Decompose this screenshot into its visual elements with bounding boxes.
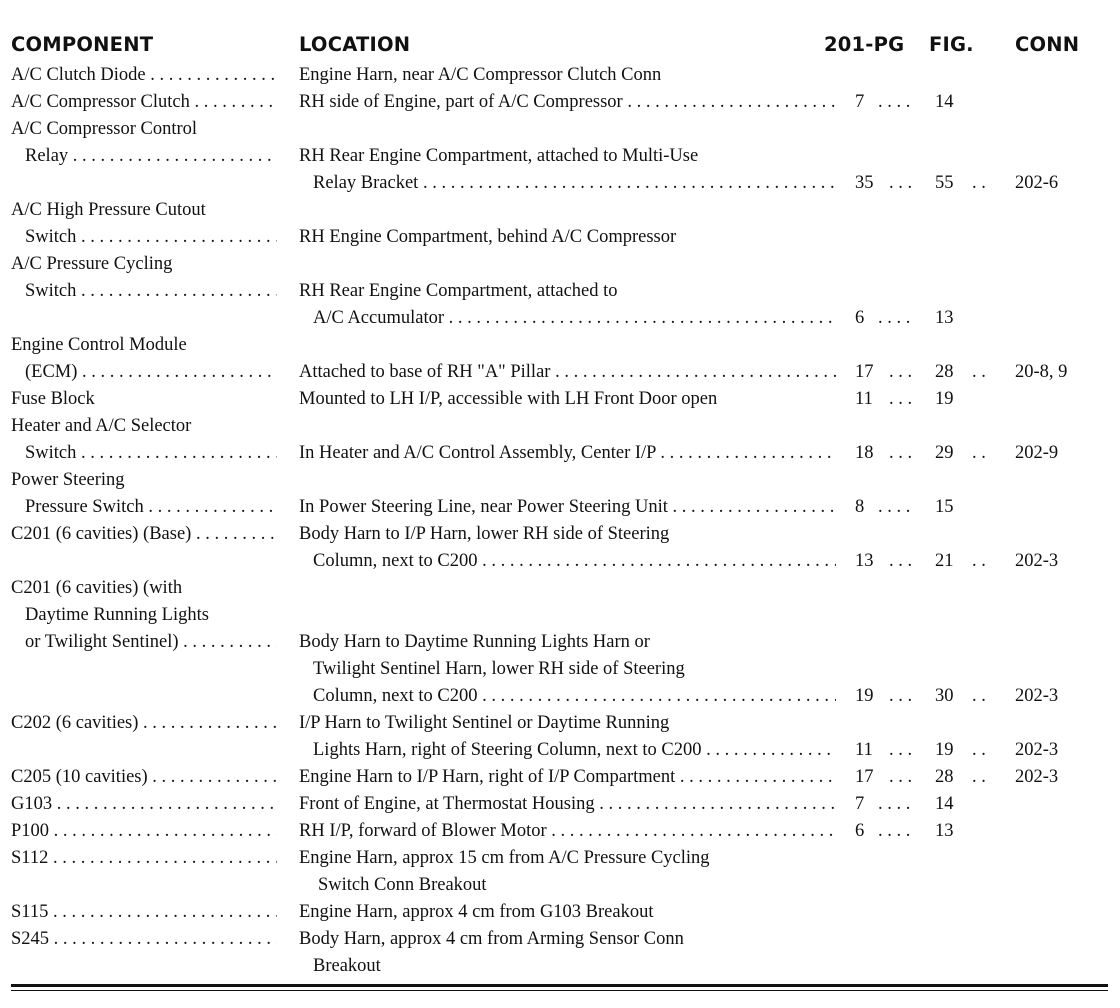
page-fig-leader: . . . <box>889 362 913 382</box>
page-ref: 7 <box>855 92 865 112</box>
page-ref: 11 <box>855 389 873 409</box>
location-text: RH Rear Engine Compartment, attached to Multi-Use <box>299 146 699 166</box>
bottom-rule-thin <box>11 990 1108 991</box>
conn-ref: 202-3 <box>1015 551 1059 571</box>
location-text: Body Harn to I/P Harn, lower RH side of Steering <box>299 524 670 544</box>
header-component: COMPONENT <box>11 33 154 56</box>
header-location: LOCATION <box>299 33 411 56</box>
fig-ref: 14 <box>935 92 954 112</box>
component-name: Switch . . . <box>25 440 277 467</box>
fig-ref: 19 <box>935 389 954 409</box>
fig-conn-leader: . . <box>972 686 986 706</box>
location-text: Column, next to C200 . . . <box>313 683 836 710</box>
location-text: Lights Harn, right of Steering Column, next to C200 . . . <box>313 737 836 764</box>
page-fig-leader: . . . . <box>878 308 911 328</box>
fig-conn-leader: . . <box>972 173 986 193</box>
location-text: In Heater and A/C Control Assembly, Center I/P . . . <box>299 440 836 467</box>
component-name: Daytime Running Lights <box>25 605 209 625</box>
header-page: 201-PG <box>824 33 905 56</box>
component-name: C205 (10 cavities) . . . <box>11 764 277 791</box>
location-text: Twilight Sentinel Harn, lower RH side of Steering <box>313 659 685 679</box>
page-ref: 11 <box>855 740 873 760</box>
component-name: A/C Compressor Clutch . . . <box>11 89 277 116</box>
fig-ref: 19 <box>935 740 954 760</box>
page-fig-leader: . . . . <box>878 821 911 841</box>
fig-conn-leader: . . <box>972 740 986 760</box>
page-fig-leader: . . . . <box>878 92 911 112</box>
bottom-rule <box>11 984 1108 987</box>
component-name: P100 . . . <box>11 818 277 845</box>
conn-ref: 202-9 <box>1015 443 1059 463</box>
page-ref: 17 <box>855 362 874 382</box>
component-name: Switch . . . <box>25 278 277 305</box>
component-name: Switch . . . <box>25 224 277 251</box>
location-text: Front of Engine, at Thermostat Housing . . . <box>299 791 836 818</box>
component-name: A/C High Pressure Cutout <box>11 200 206 220</box>
location-text: RH side of Engine, part of A/C Compressor . . . <box>299 89 836 116</box>
fig-conn-leader: . . <box>972 443 986 463</box>
component-name: S112 . . . <box>11 845 277 872</box>
location-text: Engine Harn, near A/C Compressor Clutch Conn <box>299 65 662 85</box>
location-text: Engine Harn, approx 15 cm from A/C Pressure Cycling <box>299 848 710 868</box>
location-text: In Power Steering Line, near Power Steering Unit . . . <box>299 494 836 521</box>
component-name: Heater and A/C Selector <box>11 416 192 436</box>
page-fig-leader: . . . <box>889 767 913 787</box>
component-name: Fuse Block <box>11 389 95 409</box>
component-name: S245 . . . <box>11 926 277 953</box>
page-fig-leader: . . . <box>889 173 913 193</box>
page-ref: 17 <box>855 767 874 787</box>
fig-ref: 14 <box>935 794 954 814</box>
location-text: Engine Harn to I/P Harn, right of I/P Compartment . . . <box>299 764 836 791</box>
location-text: Switch Conn Breakout <box>318 875 487 895</box>
page-fig-leader: . . . <box>889 389 913 409</box>
page-ref: 8 <box>855 497 865 517</box>
location-text: Relay Bracket . . . <box>313 170 836 197</box>
conn-ref: 202-6 <box>1015 173 1059 193</box>
conn-ref: 202-3 <box>1015 767 1059 787</box>
component-name: C201 (6 cavities) (with <box>11 578 183 598</box>
page-fig-leader: . . . <box>889 686 913 706</box>
component-name: A/C Clutch Diode . . . <box>11 62 277 89</box>
page-ref: 6 <box>855 308 865 328</box>
component-name: (ECM) . . . <box>25 359 277 386</box>
page-ref: 35 <box>855 173 874 193</box>
fig-ref: 55 <box>935 173 954 193</box>
fig-conn-leader: . . <box>972 767 986 787</box>
location-text: I/P Harn to Twilight Sentinel or Daytime Running <box>299 713 670 733</box>
fig-ref: 30 <box>935 686 954 706</box>
header-fig: FIG. <box>929 33 974 56</box>
fig-ref: 15 <box>935 497 954 517</box>
conn-ref: 202-3 <box>1015 740 1059 760</box>
location-text: Attached to base of RH "A" Pillar . . . <box>299 359 836 386</box>
component-name: or Twilight Sentinel) . . . <box>25 629 277 656</box>
fig-ref: 13 <box>935 821 954 841</box>
component-name: C201 (6 cavities) (Base) . . . <box>11 521 277 548</box>
fig-ref: 29 <box>935 443 954 463</box>
component-name: A/C Compressor Control <box>11 119 198 139</box>
component-name: S115 . . . <box>11 899 277 926</box>
page-ref: 18 <box>855 443 874 463</box>
location-text: Column, next to C200 . . . <box>313 548 836 575</box>
location-text: Body Harn to Daytime Running Lights Harn or <box>299 632 650 652</box>
fig-ref: 13 <box>935 308 954 328</box>
header-conn: CONN <box>1015 33 1080 56</box>
fig-ref: 21 <box>935 551 954 571</box>
fig-conn-leader: . . <box>972 362 986 382</box>
conn-ref: 202-3 <box>1015 686 1059 706</box>
location-text: Mounted to LH I/P, accessible with LH Front Door open <box>299 389 718 409</box>
conn-ref: 20-8, 9 <box>1015 362 1068 382</box>
location-text: Engine Harn, approx 4 cm from G103 Breakout <box>299 902 654 922</box>
component-name: G103 . . . <box>11 791 277 818</box>
fig-conn-leader: . . <box>972 551 986 571</box>
location-text: Breakout <box>313 956 381 976</box>
page-ref: 6 <box>855 821 865 841</box>
page-fig-leader: . . . . <box>878 497 911 517</box>
location-text: RH I/P, forward of Blower Motor . . . <box>299 818 836 845</box>
location-text: A/C Accumulator . . . <box>313 305 836 332</box>
component-name: Power Steering <box>11 470 125 490</box>
component-name: Engine Control Module <box>11 335 187 355</box>
location-text: RH Engine Compartment, behind A/C Compressor <box>299 227 677 247</box>
location-text: Body Harn, approx 4 cm from Arming Sensor Conn <box>299 929 684 949</box>
page-fig-leader: . . . <box>889 551 913 571</box>
fig-ref: 28 <box>935 362 954 382</box>
component-name: Relay . . . <box>25 143 277 170</box>
page-fig-leader: . . . <box>889 740 913 760</box>
component-name: C202 (6 cavities) . . . <box>11 710 277 737</box>
component-name: A/C Pressure Cycling <box>11 254 173 274</box>
fig-ref: 28 <box>935 767 954 787</box>
page-ref: 13 <box>855 551 874 571</box>
page-fig-leader: . . . . <box>878 794 911 814</box>
location-text: RH Rear Engine Compartment, attached to <box>299 281 618 301</box>
page-ref: 7 <box>855 794 865 814</box>
page-fig-leader: . . . <box>889 443 913 463</box>
page-ref: 19 <box>855 686 874 706</box>
component-name: Pressure Switch . . . <box>25 494 277 521</box>
